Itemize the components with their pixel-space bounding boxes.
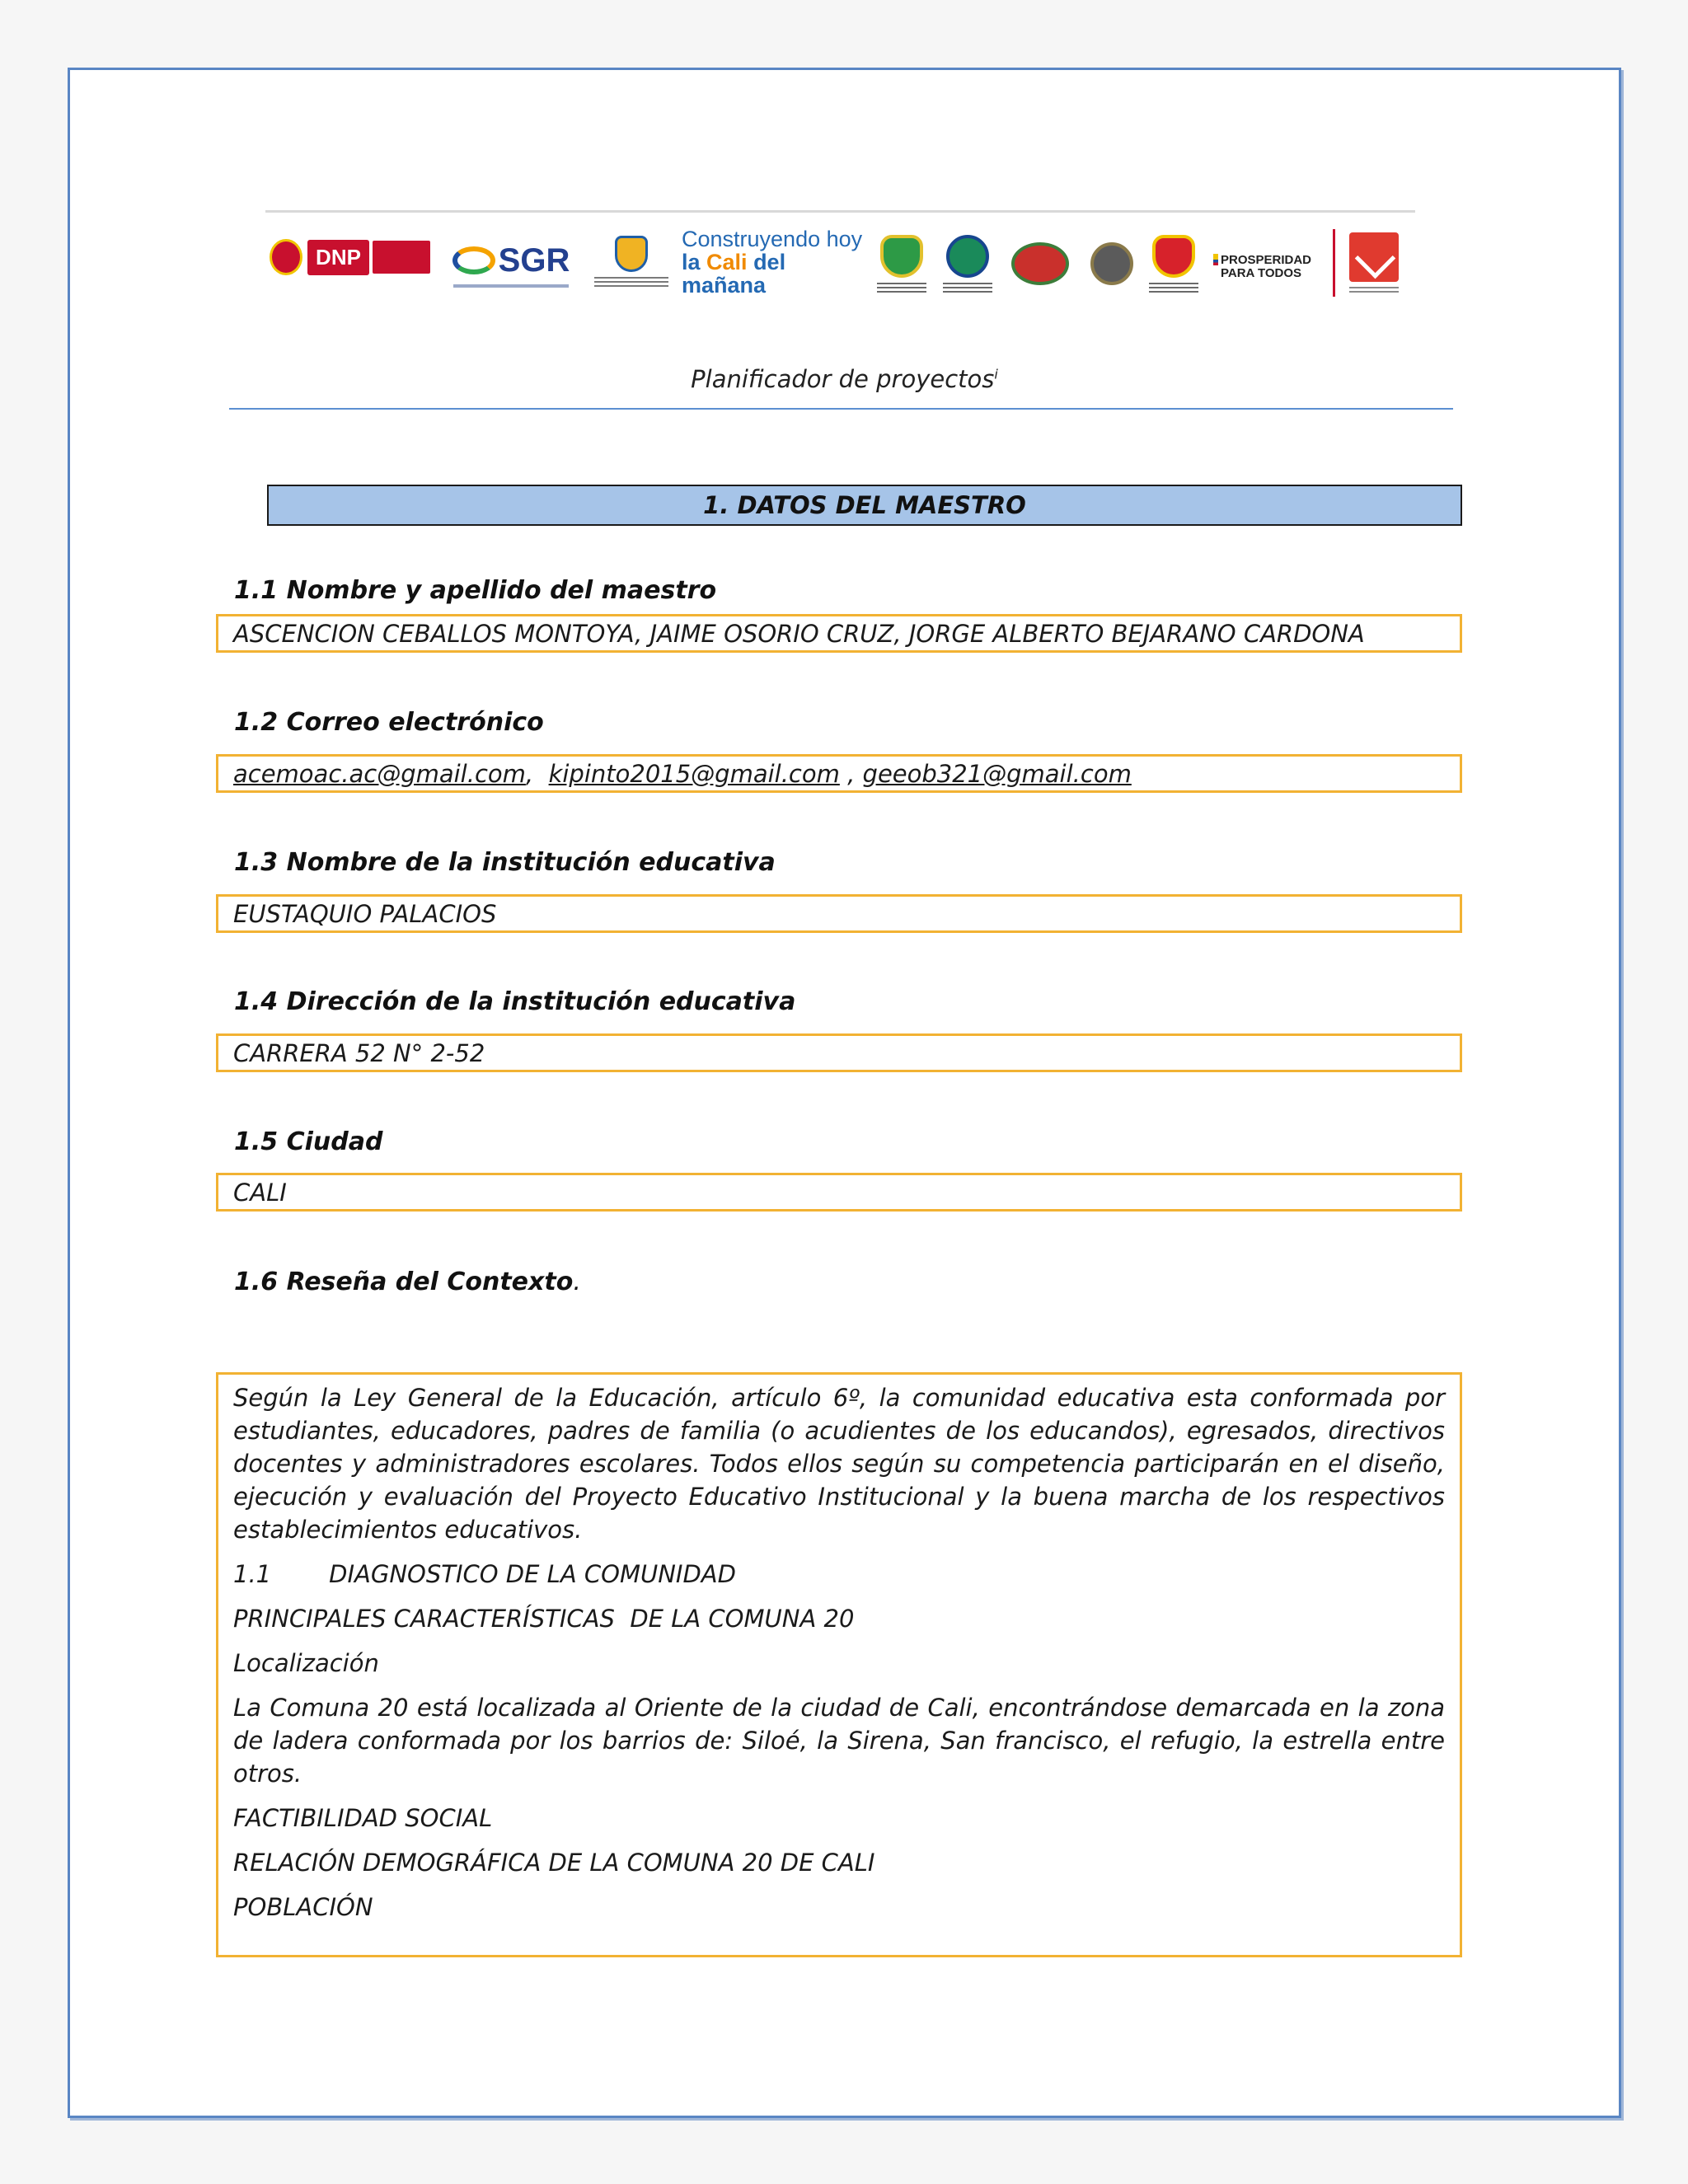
label-ciudad: 1.5 Ciudad <box>234 1127 383 1156</box>
title-rule <box>229 408 1453 410</box>
dnp-logo-text: DNP <box>307 240 369 275</box>
prosperidad-logo: PROSPERIDAD PARA TODOS <box>1213 251 1320 284</box>
relacion-heading: RELACIÓN DEMOGRÁFICA DE LA COMUNA 20 DE CALI <box>233 1849 875 1877</box>
dnp-logo <box>265 237 434 277</box>
comuna-paragraph: La Comuna 20 está localizada al Oriente de la ciudad de Cali, encontrándose demarcada en la zona de ladera conformada por los barrios de: Siloé, la Sirena, San francisco, el refugio, la estrella entre otros. <box>233 1694 1445 1788</box>
email-link-1[interactable]: acemoac.ac@gmail.com <box>233 760 526 788</box>
label-contexto: 1.6 Reseña del Contexto. <box>234 1268 581 1296</box>
victims-unit-logo <box>1345 231 1403 297</box>
email-link-3[interactable]: geeob321@gmail.com <box>862 760 1132 788</box>
field-correo: acemoac.ac@gmail.com, kipinto2015@gmail.com , geeob321@gmail.com <box>216 754 1462 793</box>
sgr-logo <box>445 236 577 293</box>
label-institucion: 1.3 Nombre de la institución educativa <box>234 848 776 877</box>
sgr-swirl-icon <box>452 246 495 274</box>
section-heading: 1. DATOS DEL MAESTRO <box>267 485 1462 526</box>
label-direccion: 1.4 Dirección de la institución educativa <box>234 987 796 1016</box>
alcaldia-cali-logo <box>592 227 671 297</box>
gobernacion-valle-crest-icon <box>875 231 928 297</box>
construyendo-cali-logo: Construyendo hoy la Cali del mañana <box>682 227 863 298</box>
colombia-shield-icon <box>270 239 302 275</box>
localizacion-heading: Localización <box>233 1649 379 1677</box>
diagnostico-heading: 1.1 DIAGNOSTICO DE LA COMUNIDAD <box>233 1560 736 1588</box>
document-page <box>68 68 1621 2118</box>
logo-strip <box>265 210 1415 328</box>
municipal-crest-icon <box>1007 231 1073 297</box>
sgr-logo-text: SGR <box>498 241 570 279</box>
field-direccion: CARRERA 52 N° 2-52 <box>216 1033 1462 1072</box>
field-institucion: EUSTAQUIO PALACIOS <box>216 894 1462 933</box>
label-nombre: 1.1 Nombre y apellido del maestro <box>234 576 717 605</box>
cali-seal-icon <box>615 236 648 272</box>
label-correo: 1.2 Correo electrónico <box>234 708 544 737</box>
alcaldia-crest-icon <box>941 231 994 297</box>
municipal-shield-icon <box>1147 231 1200 297</box>
field-contexto <box>216 1372 1462 1957</box>
field-ciudad: CALI <box>216 1173 1462 1212</box>
regional-crest-icon <box>1085 231 1138 297</box>
colombia-flag-icon <box>1213 254 1218 265</box>
factibilidad-heading: FACTIBILIDAD SOCIAL <box>233 1804 493 1832</box>
page-title: Planificador de proyectos$^i$ <box>691 365 998 393</box>
checkmark-icon <box>1349 232 1399 282</box>
contexto-paragraph: Según la Ley General de la Educación, artículo 6º, la comunidad educativa esta conformada por estudiantes, educadores, padres de familia (o acudientes de los educandos), egresados, directivos docentes y administradores escolares. Todos ellos según su competencia participarán en el diseño, ejecución y evaluación del Proyecto Educativo Institucional y la buena marcha de los respectivos establecimientos educativos. <box>233 1384 1445 1544</box>
email-link-2[interactable]: kipinto2015@gmail.com <box>548 760 840 788</box>
caracteristicas-heading: PRINCIPALES CARACTERÍSTICAS DE LA COMUNA 20 <box>233 1605 855 1633</box>
field-nombre: ASCENCION CEBALLOS MONTOYA, JAIME OSORIO CRUZ, JORGE ALBERTO BEJARANO CARDONA <box>216 614 1462 653</box>
poblacion-heading: POBLACIÓN <box>233 1893 373 1921</box>
